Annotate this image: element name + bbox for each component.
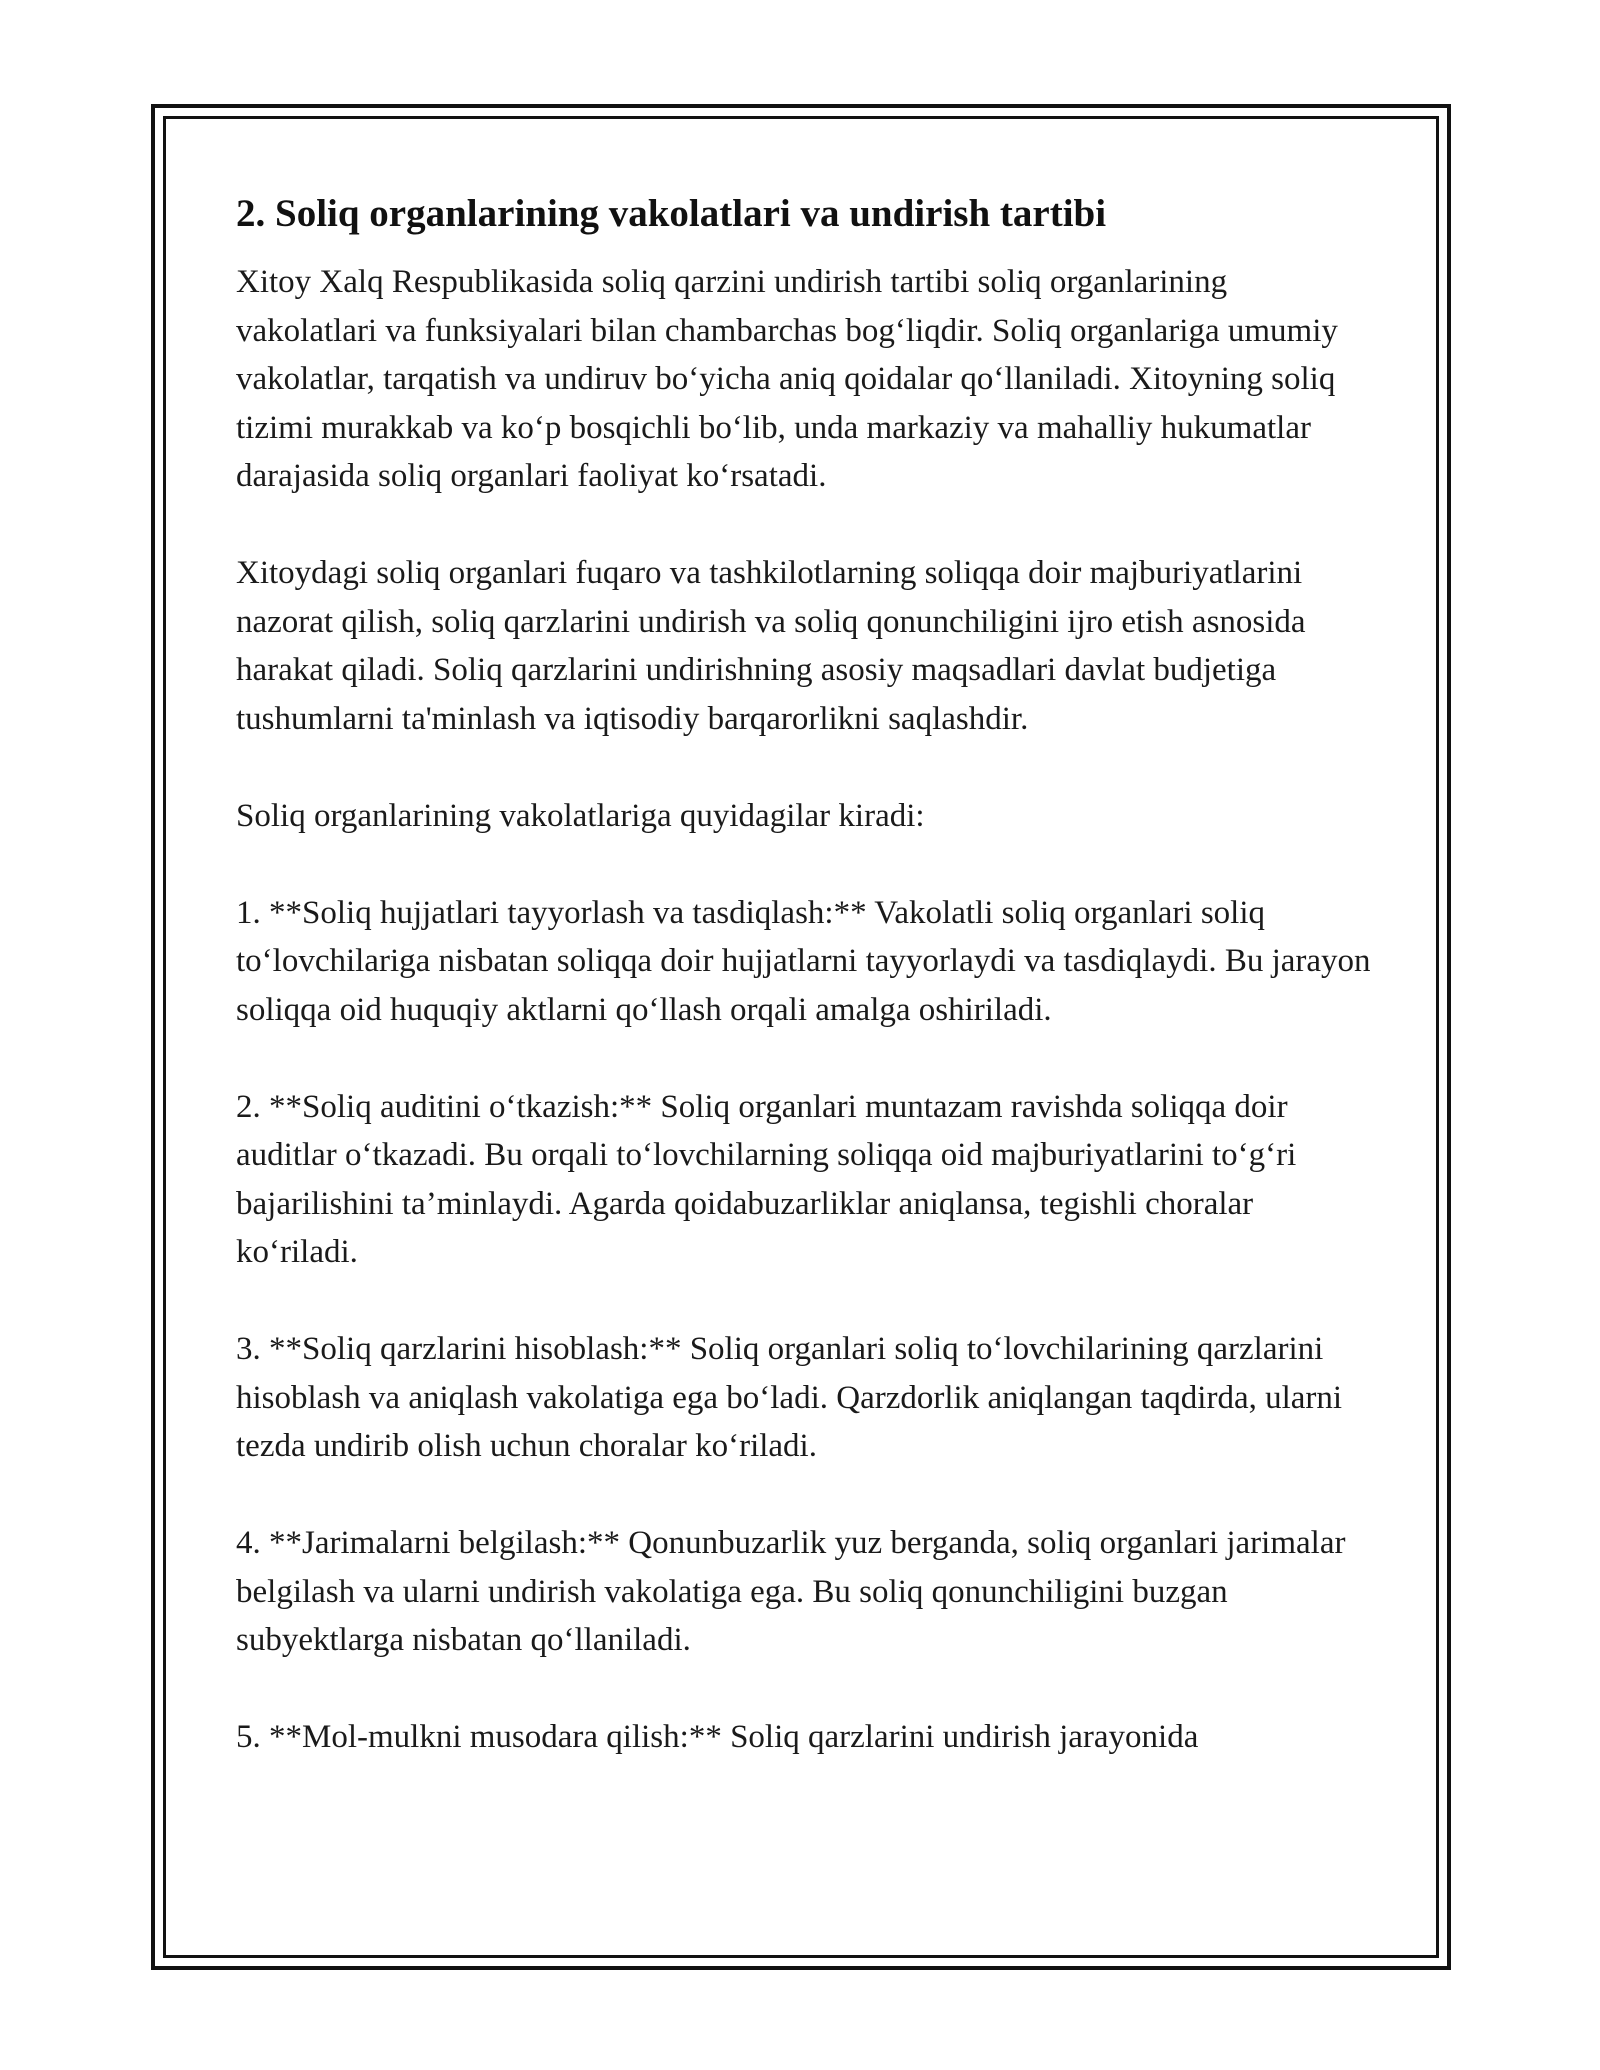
paragraph-authorities: Xitoydagi soliq organlari fuqaro va tashkilotlarning soliqqa doir majburiyatlarini nazorat qilish, soliq qarzlarini undirish va soliq qonunchiligini ijro etish asnosida harakat qiladi. Soliq qarzlarini undirishning asosiy maqsadlari davlat budjetiga tushumlarni ta'minlash va iqtisodiy barqarorlikni saqlashdir. — [236, 555, 1306, 737]
paragraph-powers-intro: Soliq organlarining vakolatlariga quyidagilar kiradi: — [236, 797, 925, 834]
section-heading: 2. Soliq organlarining vakolatlari va undirish tartibi — [236, 192, 1107, 235]
list-item-2: 2. **Soliq auditini o‘tkazish:** Soliq organlari muntazam ravishda soliqqa doir auditlar o‘tkazadi. Bu orqali to‘lovchilarning soliqqa oid majburiyatlarini to‘g‘ri bajarilishini ta’minlaydi. Agarda qoidabuzarliklar aniqlansa, tegishli choralar ko‘riladi. — [236, 1088, 1297, 1270]
list-item-1: 1. **Soliq hujjatlari tayyorlash va tasdiqlash:** Vakolatli soliq organlari soliq to‘lovchilariga nisbatan soliqqa doir hujjatlarni tayyorlaydi va tasdiqlaydi. Bu jarayon soliqqa oid huquqiy aktlarni qo‘llash orqali amalga oshiriladi. — [236, 894, 1371, 1028]
document-body — [236, 188, 1376, 1762]
list-item-3: 3. **Soliq qarzlarini hisoblash:** Soliq organlari soliq to‘lovchilarining qarzlarini hisoblash va aniqlash vakolatiga ega bo‘ladi. Qarzdorlik aniqlangan taqdirda, ularni tezda undirib olish uchun choralar ko‘riladi. — [236, 1331, 1343, 1464]
list-item-4: 4. **Jarimalarni belgilash:** Qonunbuzarlik yuz berganda, soliq organlari jarimalar belgilash va ularni undirish vakolatiga ega. Bu soliq qonunchiligini buzgan subyektlarga nisbatan qo‘llaniladi. — [236, 1525, 1346, 1658]
paragraph-intro: Xitoy Xalq Respublikasida soliq qarzini undirish tartibi soliq organlarining vakolatlari va funksiyalari bilan chambarchas bog‘liqdir. Soliq organlariga umumiy vakolatlar, tarqatish va undiruv bo‘yicha aniq qoidalar qo‘llaniladi. Xitoyning soliq tizimi murakkab va ko‘p bosqichli bo‘lib, unda markaziy va mahalliy hukumatlar darajasida soliq organlari faoliyat ko‘rsatadi. — [236, 264, 1338, 494]
list-item-5: 5. **Mol-mulkni musodara qilish:** Soliq qarzlarini undirish jarayonida — [236, 1719, 1199, 1755]
